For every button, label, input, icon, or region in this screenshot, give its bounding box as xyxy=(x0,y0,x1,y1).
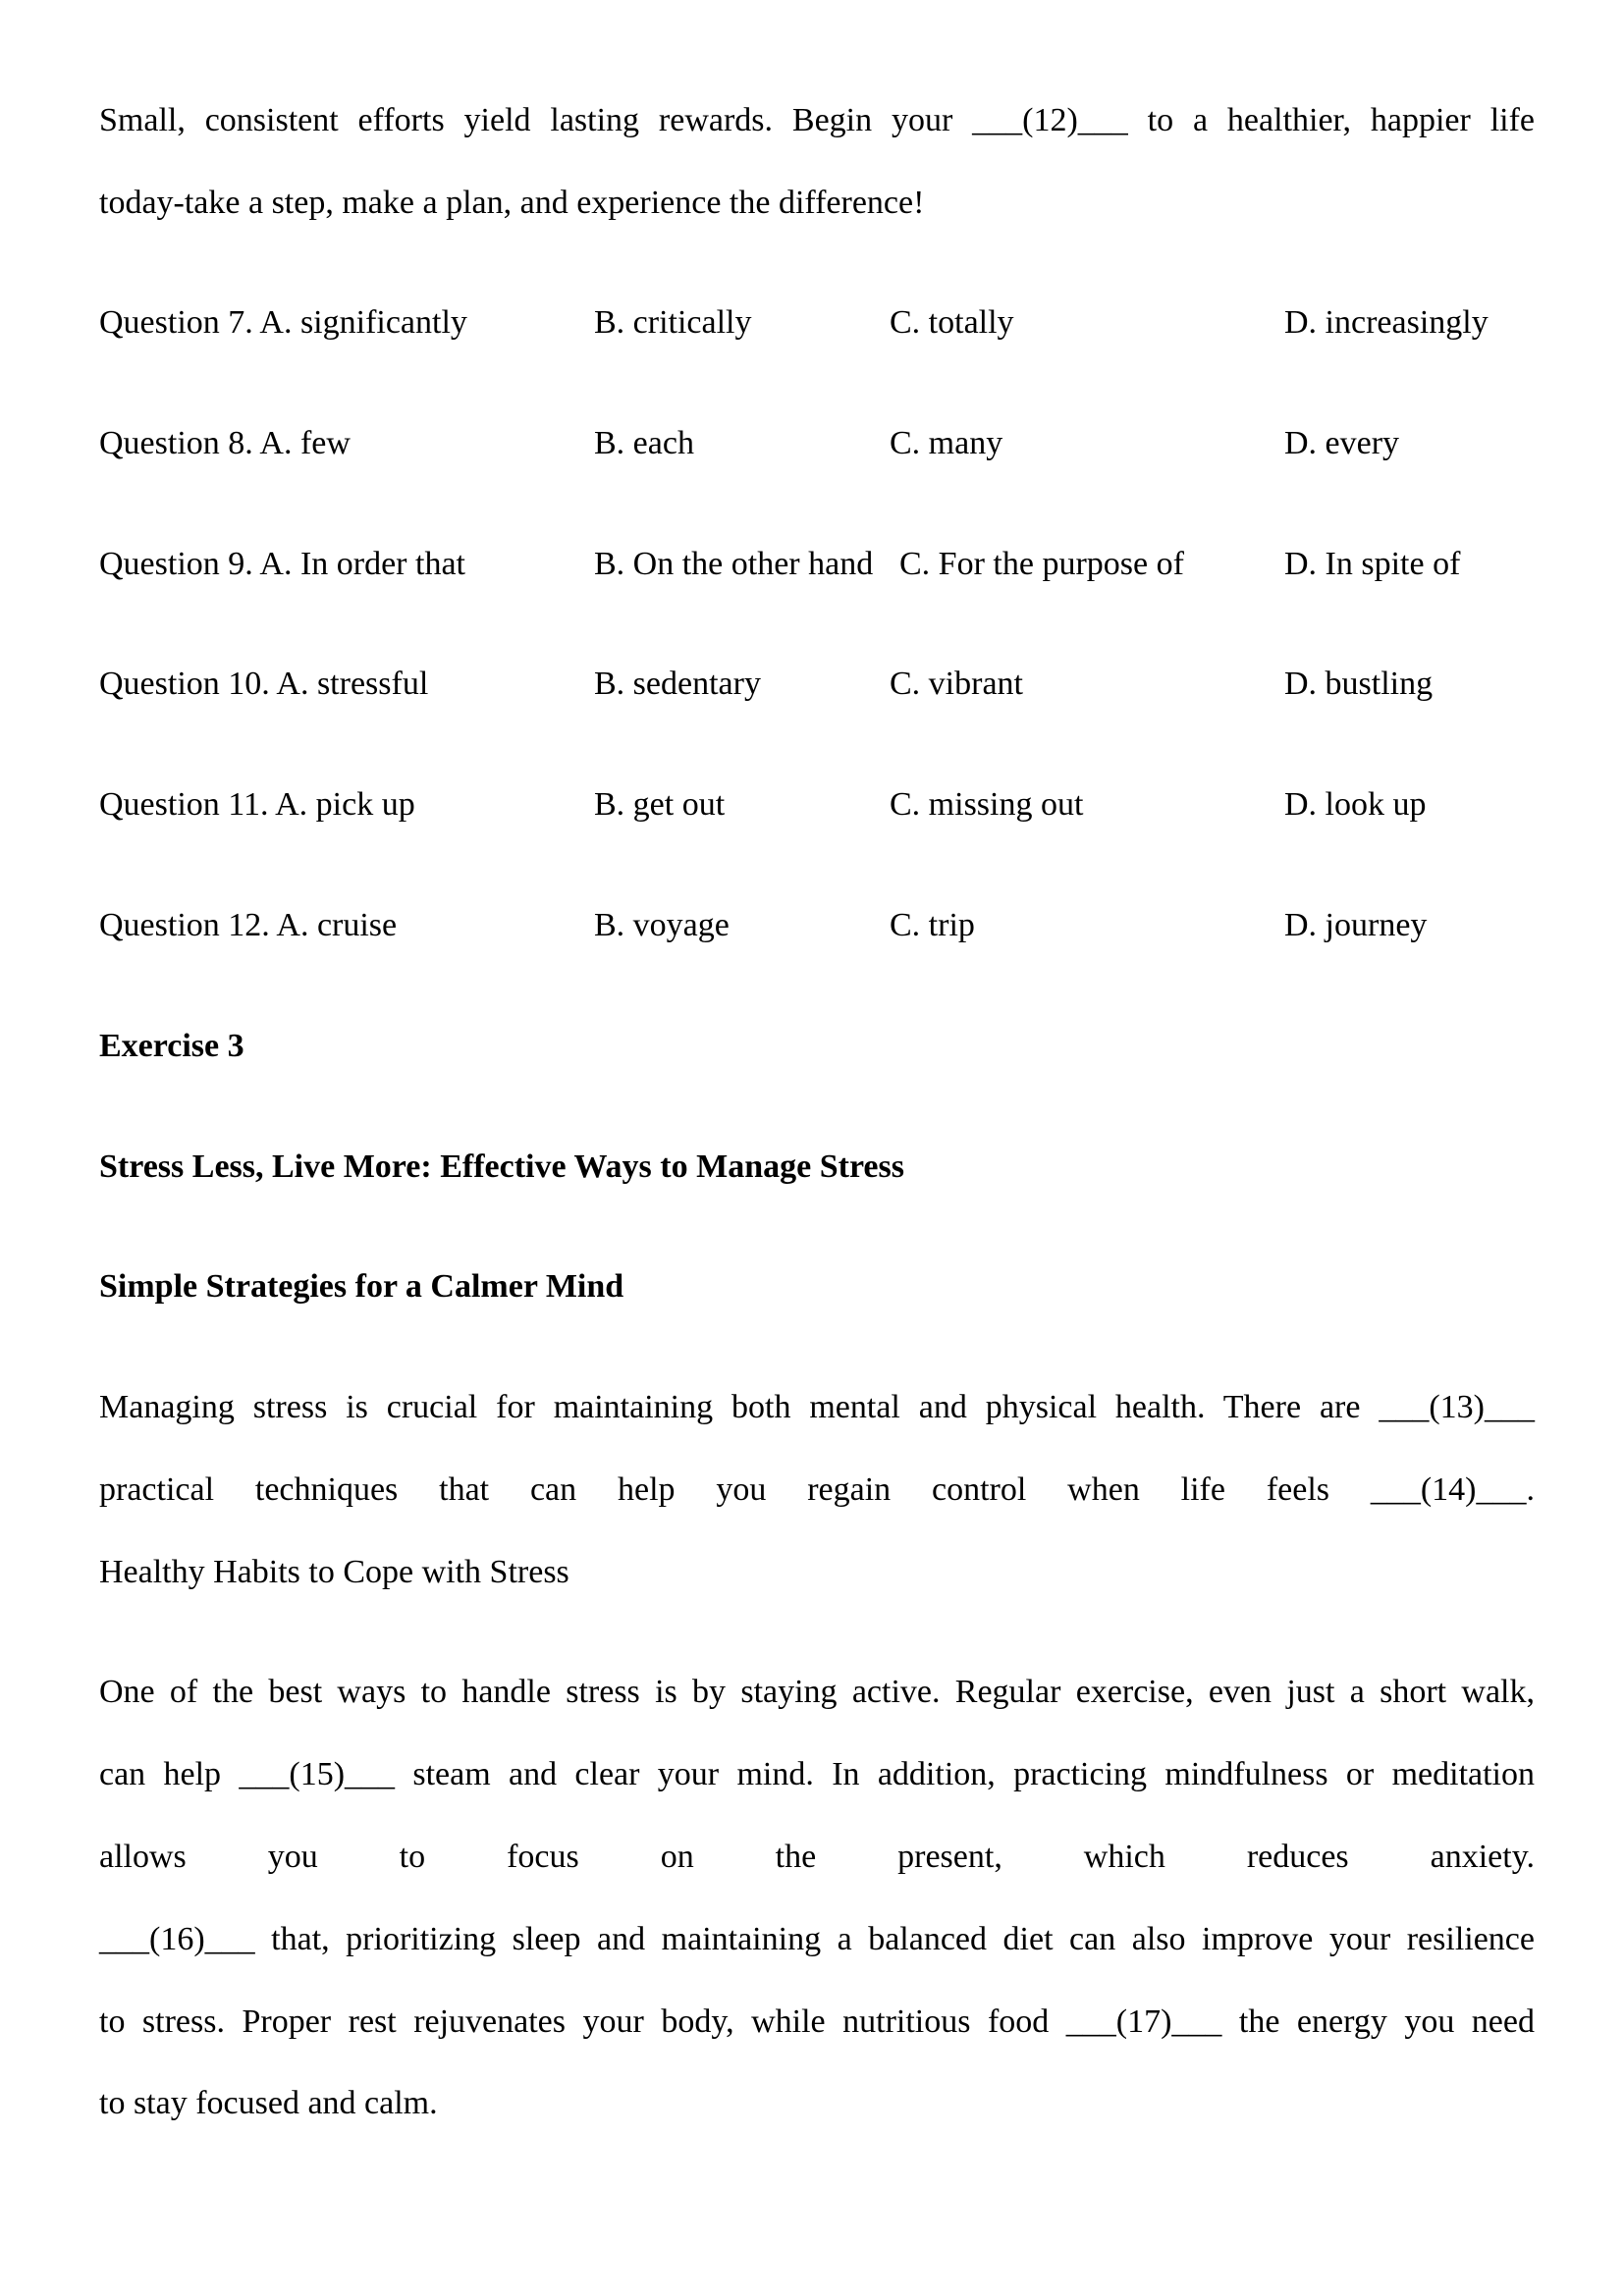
question-8-option-d: D. every xyxy=(1284,425,1400,461)
question-12-option-a: Question 12. A. cruise xyxy=(99,907,398,943)
para1-line-3: Healthy Habits to Cope with Stress xyxy=(99,1554,569,1590)
question-8-option-a: Question 8. A. few xyxy=(99,425,351,461)
question-9-option-b: B. On the other hand xyxy=(594,546,874,582)
para2-line-4: ___(16)___ that, prioritizing sleep and maintaining a balanced diet can also improve your resilience xyxy=(99,1921,1535,1957)
question-9-option-d: D. In spite of xyxy=(1284,546,1461,582)
question-row-11 xyxy=(99,785,1535,825)
question-7-option-a: Question 7. A. significantly xyxy=(99,304,467,341)
para1-line-2: practical techniques that can help you regain control when life feels ___(14)___. xyxy=(99,1471,1535,1508)
para2-line-5: to stress. Proper rest rejuvenates your body, while nutritious food ___(17)___ the energy you need xyxy=(99,2003,1535,2040)
para2-line-2: can help ___(15)___ steam and clear your mind. In addition, practicing mindfulness or meditation xyxy=(99,1756,1535,1792)
passage-line-1: Small, consistent efforts yield lasting rewards. Begin your ___(12)___ to a healthier, happier life xyxy=(99,102,1535,138)
question-7-option-d: D. increasingly xyxy=(1284,304,1489,341)
passage-line-2: today-take a step, make a plan, and experience the difference! xyxy=(99,185,925,221)
question-9-option-a: Question 9. A. In order that xyxy=(99,546,465,582)
article-subtitle: Simple Strategies for a Calmer Mind xyxy=(99,1268,624,1305)
question-row-8 xyxy=(99,424,1535,463)
question-7-option-b: B. critically xyxy=(594,304,752,341)
question-12-option-d: D. journey xyxy=(1284,907,1428,943)
question-8-option-b: B. each xyxy=(594,425,694,461)
question-10-option-b: B. sedentary xyxy=(594,666,761,702)
question-12-option-b: B. voyage xyxy=(594,907,730,943)
question-row-7 xyxy=(99,303,1535,343)
question-8-option-c: C. many xyxy=(890,425,1003,461)
question-row-10 xyxy=(99,665,1535,704)
question-11-option-a: Question 11. A. pick up xyxy=(99,786,415,823)
para2-line-6: to stay focused and calm. xyxy=(99,2085,438,2121)
question-row-12 xyxy=(99,906,1535,945)
question-10-option-d: D. bustling xyxy=(1284,666,1434,702)
question-11-option-c: C. missing out xyxy=(890,786,1084,823)
para2-line-3: allows you to focus on the present, which reduces anxiety. xyxy=(99,1839,1535,1875)
question-11-option-d: D. look up xyxy=(1284,786,1427,823)
para2-line-1: One of the best ways to handle stress is by staying active. Regular exercise, even just a short walk, xyxy=(99,1674,1535,1710)
question-9-option-c: C. For the purpose of xyxy=(899,546,1184,582)
question-11-option-b: B. get out xyxy=(594,786,726,823)
para1-line-1: Managing stress is crucial for maintaining both mental and physical health. There are ___(13)___ xyxy=(99,1389,1535,1425)
question-row-9 xyxy=(99,545,1535,584)
question-12-option-c: C. trip xyxy=(890,907,975,943)
question-10-option-c: C. vibrant xyxy=(890,666,1023,702)
article-title: Stress Less, Live More: Effective Ways to Manage Stress xyxy=(99,1148,904,1185)
question-10-option-a: Question 10. A. stressful xyxy=(99,666,429,702)
exercise-heading: Exercise 3 xyxy=(99,1028,244,1064)
question-7-option-c: C. totally xyxy=(890,304,1014,341)
